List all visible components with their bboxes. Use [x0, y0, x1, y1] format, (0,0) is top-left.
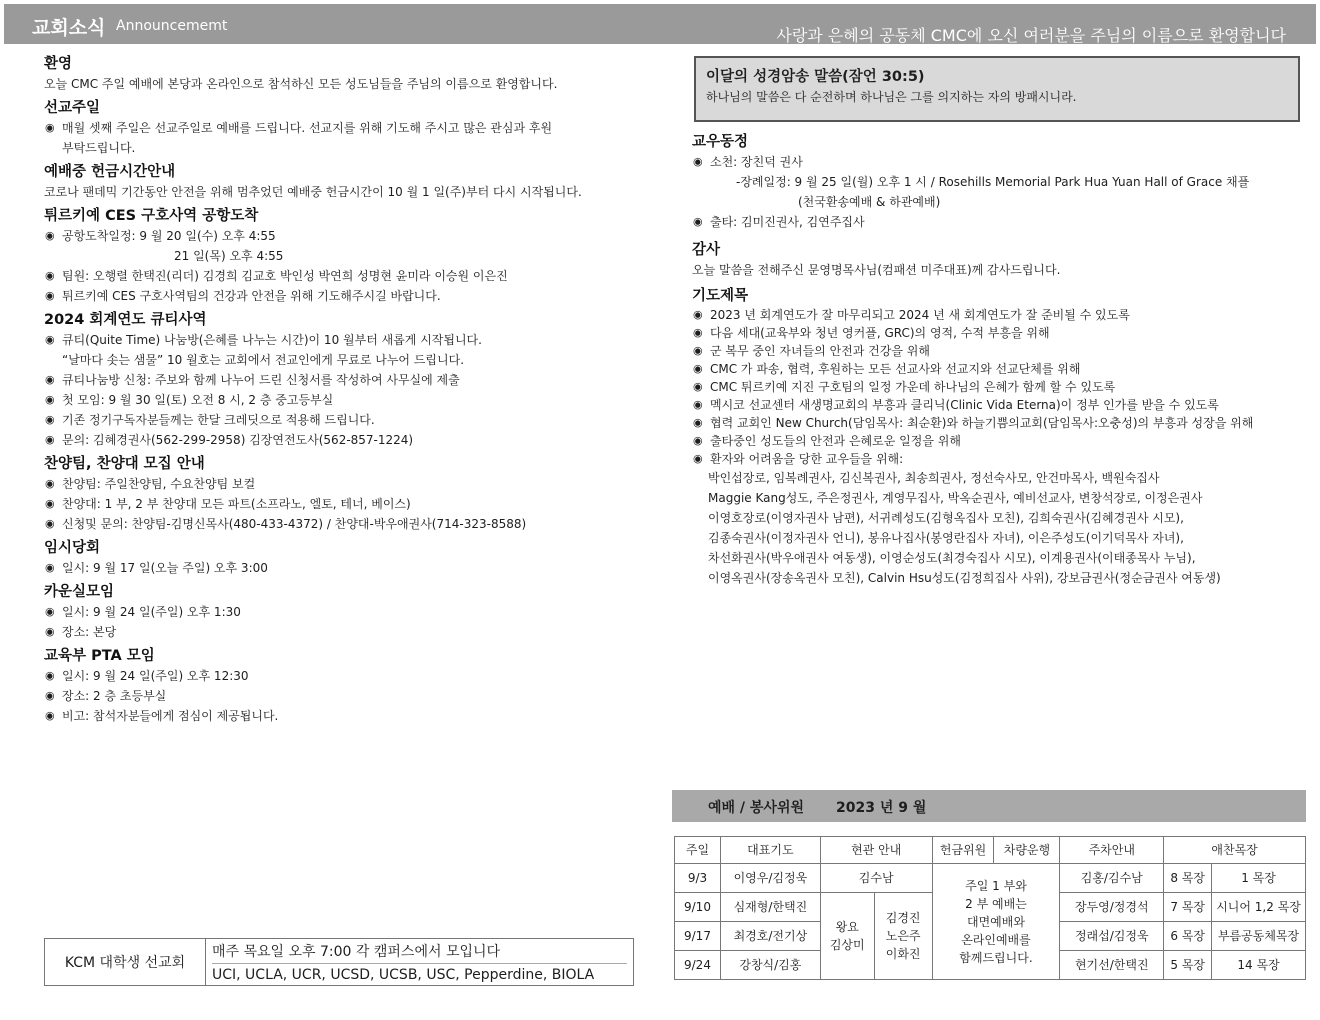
- cell-group-cell: 6 목장: [1164, 922, 1212, 951]
- section-temp-session: [44, 538, 644, 578]
- prayer-item: ◉ CMC 튀르키예 지진 구호팀의 일정 가운데 하나님의 은혜가 함께 할 수 있도록: [692, 378, 1302, 396]
- turkey-arrival: 21 일(목) 오후 4:55: [174, 249, 284, 263]
- patient-line: Maggie Kang성도, 주은정권사, 계영무집사, 박옥순권사, 예비선교사, 변창석장로, 이정은권사: [708, 491, 1203, 505]
- meal-cell: 부름공동체목장: [1212, 922, 1306, 951]
- section-title: 기도제목: [692, 288, 749, 304]
- kcm-line: 매주 목요일 오후 7:00 각 캠퍼스에서 모입니다: [212, 941, 627, 964]
- section-title: 감사: [692, 242, 721, 258]
- header-cell: 차량운행: [994, 837, 1060, 864]
- section-title: 카운실모임: [44, 584, 115, 600]
- turkey-team: ◉ 팀원: 오행렬 한택진(리더) 김경희 김교호 박인성 박연희 성명현 윤미라 이승원 이은진: [44, 266, 644, 286]
- right-column: [692, 132, 1302, 588]
- prayer-item: ◉ 다음 세대(교육부와 청년 영커플, GRC)의 영적, 수적 부흥을 위해: [692, 324, 1302, 342]
- qt-line: ◉ 첫 모임: 9 월 30 일(토) 오전 8 시, 2 층 중고등부실: [44, 390, 644, 410]
- parking-cell: 정래섭/김정욱: [1060, 922, 1164, 951]
- prayer-cell: 강창식/김홍: [720, 951, 820, 980]
- usher-cell: [874, 893, 932, 980]
- prayer-item: ◉ 2023 년 회계연도가 잘 마무리되고 2024 년 새 회계연도가 잘 준비될 수 있도록: [692, 306, 1302, 324]
- section-title: 튀르키예 CES 구호사역 공항도착: [44, 208, 259, 224]
- section-offering: [44, 162, 644, 202]
- thanks-text: 오늘 말씀을 전해주신 문영명목사님(컴패션 미주대표)께 감사드립니다.: [692, 263, 1061, 277]
- patient-line: 이영호장로(이영자권사 남편), 서귀례성도(김형옥집사 모친), 김희숙권사(김혜경권사 시모),: [708, 511, 1184, 525]
- offering-note-line: 주일 1 부와: [965, 878, 1027, 893]
- section-qt: [44, 310, 644, 450]
- turkey-arrival: ◉ 공항도착일정: 9 월 20 일(수) 오후 4:55: [44, 226, 644, 246]
- meal-cell: 시니어 1,2 목장: [1212, 893, 1306, 922]
- verse-title: 이달의 성경암송 말씀(잠언 30:5): [706, 69, 925, 85]
- section-title: 환영: [44, 56, 73, 72]
- usher-name: 김상미: [829, 938, 865, 952]
- meal-cell: 1 목장: [1212, 864, 1306, 893]
- table-header-row: [675, 837, 1306, 864]
- section-title: 2024 회계연도 큐티사역: [44, 312, 207, 328]
- turkey-prayer: ◉ 튀르키예 CES 구호사역팀의 건강과 안전을 위해 기도해주시길 바랍니다.: [44, 286, 644, 306]
- header-title: 교회소식: [32, 17, 106, 39]
- header-subtitle: Announcememt: [116, 18, 228, 34]
- qt-line: ◉ 문의: 김혜경권사(562-299-2958) 김장연전도사(562-857-1224): [44, 430, 644, 450]
- section-mission: [44, 98, 644, 158]
- prayer-item: ◉ 협력 교회인 New Church(담임목사: 최순환)와 하늘기쁨의교회(담임목사:오충성)의 부흥과 성장을 위해: [692, 414, 1302, 432]
- patient-line: 차선화권사(박우애권사 여동생), 이영순성도(최경숙집사 시모), 이계용권사(이태종목사 누님),: [708, 551, 1196, 565]
- cell-group-cell: 5 목장: [1164, 951, 1212, 980]
- section-members-news: [692, 132, 1302, 232]
- offering-note-line: 2 부 예배는: [965, 896, 1027, 911]
- section-title: 교육부 PTA 모임: [44, 648, 155, 664]
- kcm-label: KCM 대학생 선교회: [45, 939, 206, 985]
- section-title: 찬양팀, 찬양대 모집 안내: [44, 456, 205, 472]
- section-pta: [44, 646, 644, 726]
- date-cell: 9/17: [675, 922, 721, 951]
- temp-line: ◉ 일시: 9 월 17 일(오늘 주일) 오후 3:00: [44, 558, 644, 578]
- mission-line: 부탁드립니다.: [62, 141, 136, 155]
- news-line: (천국환송예배 & 하관예배): [798, 195, 941, 209]
- section-turkey: [44, 206, 644, 306]
- offering-text: 코로나 팬데믹 기간동안 안전을 위해 멈추었던 예배중 헌금시간이 10 월 1 일(주)부터 다시 시작됩니다.: [44, 185, 582, 199]
- memory-verse-box: [694, 56, 1300, 122]
- prayer-item: ◉ 출타중인 성도들의 안전과 은혜로운 일정을 위해: [692, 432, 1302, 450]
- prayer-item: ◉ 군 복무 중인 자녀들의 안전과 건강을 위해: [692, 342, 1302, 360]
- page-header: [4, 4, 1316, 44]
- section-title: 교우동정: [692, 134, 749, 150]
- prayer-item: ◉ 멕시코 선교센터 새생명교회의 부흥과 클리닉(Clinic Vida Eterna)이 정부 인가를 받을 수 있도록: [692, 396, 1302, 414]
- header-cell: 대표기도: [720, 837, 820, 864]
- council-line: ◉ 장소: 본당: [44, 622, 644, 642]
- usher-name: 왕요: [835, 920, 859, 934]
- qt-line: ◉ 큐티나눔방 신청: 주보와 함께 나누어 드린 신청서를 작성하여 사무실에 제출: [44, 370, 644, 390]
- section-choir: [44, 454, 644, 534]
- section-welcome: [44, 54, 644, 94]
- patient-line: 박인섭장로, 임복례권사, 김신복권사, 최송희권사, 정선숙사모, 안건마목사, 백원숙집사: [708, 471, 1160, 485]
- header-cell: 헌금위원: [932, 837, 994, 864]
- section-thanks: [692, 240, 1302, 280]
- prayer-cell: 최경호/전기상: [720, 922, 820, 951]
- mission-line: ◉ 매월 셋째 주일은 선교주일로 예배를 드립니다. 선교지를 위해 기도해 주시고 많은 관심과 후원: [44, 118, 644, 138]
- date-cell: 9/24: [675, 951, 721, 980]
- table-row: [675, 864, 1306, 893]
- prayer-item: ◉ CMC 가 파송, 협력, 후원하는 모든 선교사와 선교지와 선교단체를 위해: [692, 360, 1302, 378]
- service-title: 예배 / 봉사위원: [708, 800, 805, 816]
- news-line: ◉ 출타: 김미진권사, 김연주집사: [692, 212, 1302, 232]
- service-header: [672, 790, 1306, 822]
- date-cell: 9/3: [675, 864, 721, 893]
- usher-name: 노은주: [885, 929, 921, 943]
- pta-line: ◉ 일시: 9 월 24 일(주일) 오후 12:30: [44, 666, 644, 686]
- header-cell: 현관 안내: [820, 837, 932, 864]
- usher-cell: 김수남: [820, 864, 932, 893]
- header-welcome: 사랑과 은혜의 공동체 CMC에 오신 여러분을 주님의 이름으로 환영합니다: [776, 26, 1286, 45]
- usher-name: 이화진: [885, 947, 921, 961]
- welcome-text: 오늘 CMC 주일 예배에 본당과 온라인으로 참석하신 모든 성도님들을 주님의 이름으로 환영합니다.: [44, 77, 558, 91]
- kcm-body: [206, 939, 633, 985]
- parking-cell: 장두영/정경석: [1060, 893, 1164, 922]
- header-cell: 주차안내: [1060, 837, 1164, 864]
- offering-note-cell: [932, 864, 1060, 980]
- offering-note-line: 온라인예배를: [961, 932, 1031, 947]
- choir-line: ◉ 찬양대: 1 부, 2 부 찬양대 모든 파트(소프라노, 엘토, 테너, 베이스): [44, 494, 644, 514]
- council-line: ◉ 일시: 9 월 24 일(주일) 오후 1:30: [44, 602, 644, 622]
- parking-cell: 김홍/김수남: [1060, 864, 1164, 893]
- patient-line: 이영옥권사(장송옥권사 모친), Calvin Hsu성도(김정희집사 사위), 강보금권사(정순금권사 여동생): [708, 571, 1221, 585]
- usher-name: 김경진: [885, 911, 921, 925]
- pta-line: ◉ 장소: 2 층 초등부실: [44, 686, 644, 706]
- verse-text: 하나님의 말씀은 다 순전하며 하나님은 그를 의지하는 자의 방패시니라.: [706, 90, 1077, 104]
- section-prayer: [692, 286, 1302, 588]
- cell-group-cell: 7 목장: [1164, 893, 1212, 922]
- date-cell: 9/10: [675, 893, 721, 922]
- news-line: -장례일정: 9 월 25 일(월) 오후 1 시 / Rosehills Memorial Park Hua Yuan Hall of Grace 채플: [736, 175, 1250, 189]
- section-title: 임시당회: [44, 540, 101, 556]
- choir-line: ◉ 신청및 문의: 찬양팀-김명신목사(480-433-4372) / 찬양대-박우애권사(714-323-8588): [44, 514, 644, 534]
- usher-cell: [820, 893, 874, 980]
- news-line: ◉ 소천: 장친덕 권사: [692, 152, 1302, 172]
- qt-line: “날마다 솟는 샘물” 10 월호는 교회에서 전교인에게 무료로 나누어 드립니다.: [62, 353, 465, 367]
- service-month: 2023 년 9 월: [836, 800, 927, 816]
- kcm-box: [44, 938, 634, 986]
- meal-cell: 14 목장: [1212, 951, 1306, 980]
- qt-line: ◉ 큐티(Quite Time) 나눔방(은혜를 나누는 시간)이 10 월부터 새롭게 시작됩니다.: [44, 330, 644, 350]
- service-table: [674, 836, 1306, 980]
- offering-note-line: 대면예배와: [966, 914, 1025, 929]
- parking-cell: 현기선/한택진: [1060, 951, 1164, 980]
- section-title: 예배중 헌금시간안내: [44, 164, 176, 180]
- cell-group-cell: 8 목장: [1164, 864, 1212, 893]
- prayer-cell: 심재형/한택진: [720, 893, 820, 922]
- header-cell: 애찬목장: [1164, 837, 1306, 864]
- prayer-item: ◉ 환자와 어려움을 당한 교우들을 위해:: [692, 450, 1302, 468]
- section-title: 선교주일: [44, 100, 101, 116]
- header-cell: 주일: [675, 837, 721, 864]
- qt-line: ◉ 기존 정기구독자분들께는 한달 크레딧으로 적용해 드립니다.: [44, 410, 644, 430]
- section-council: [44, 582, 644, 642]
- patient-list: [692, 468, 1302, 588]
- pta-line: ◉ 비고: 참석자분들에게 점심이 제공됩니다.: [44, 706, 644, 726]
- prayer-cell: 이영우/김정욱: [720, 864, 820, 893]
- offering-note-line: 함께드립니다.: [959, 950, 1033, 965]
- choir-line: ◉ 찬양팀: 주일찬양팀, 수요찬양팀 보컬: [44, 474, 644, 494]
- left-column: [44, 54, 644, 726]
- kcm-line: UCI, UCLA, UCR, UCSD, UCSB, USC, Pepperdine, BIOLA: [212, 967, 595, 983]
- prayer-list: [692, 306, 1302, 468]
- patient-line: 김종숙권사(이정자권사 언니), 봉유나집사(봉영란집사 자녀), 이은주성도(이기덕목사 자녀),: [708, 531, 1184, 545]
